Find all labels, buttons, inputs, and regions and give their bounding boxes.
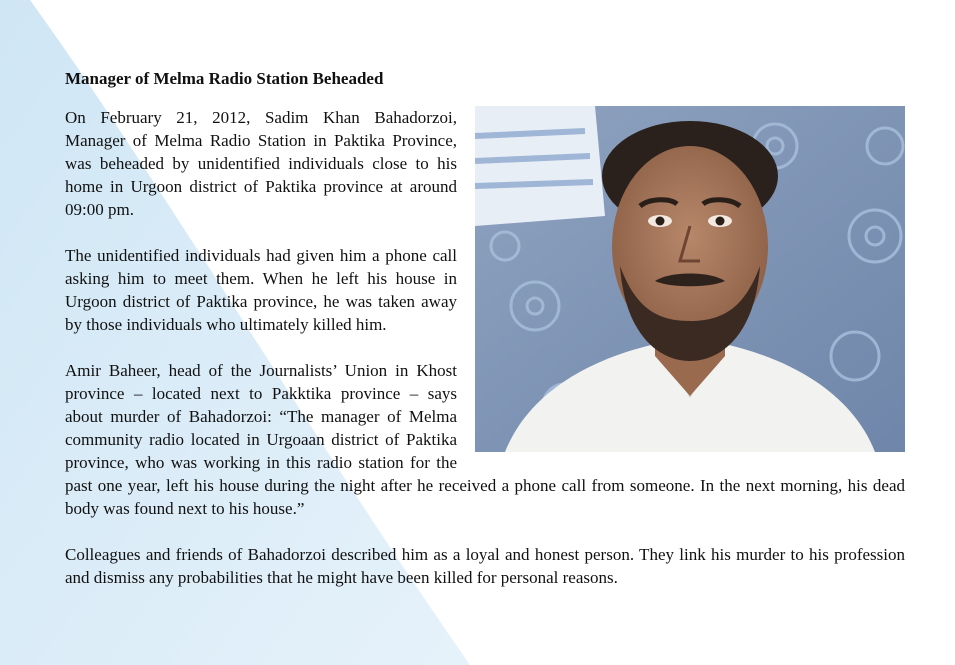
paragraph-1: On February 21, 2012, Sadim Khan Bahadorzoi, Manager of Melma Radio Station in Paktika Province, was beheaded by unidentified individuals close to his home in Urgoon district of Paktika province at around 09:00 pm. <box>65 108 457 219</box>
paragraph-2: The unidentified individuals had given him a phone call asking him to meet them. When he left his house in Urgoon district of Paktika province, he was taken away by those individuals who ultimately killed him. <box>65 246 457 334</box>
paragraph-3: Amir Baheer, head of the Journalists’ Union in Khost province – located next to Pakktika province – says about murder of Bahadorzoi: “The manager of Melma community radio located in Urgoaan district of Paktika province, who was working in this radio station for the past one year, left his house during the night after he received a phone call from someone. In the next morning, his dead body was found next to his house.” <box>65 361 905 518</box>
paragraph-4: Colleagues and friends of Bahadorzoi described him as a loyal and honest person. They link his murder to his profession and dismiss any probabilities that he might have been killed for personal reasons. <box>65 545 905 587</box>
article-headline: Manager of Melma Radio Station Beheaded <box>65 69 384 88</box>
article <box>65 68 905 612</box>
portrait-photo <box>475 106 905 452</box>
